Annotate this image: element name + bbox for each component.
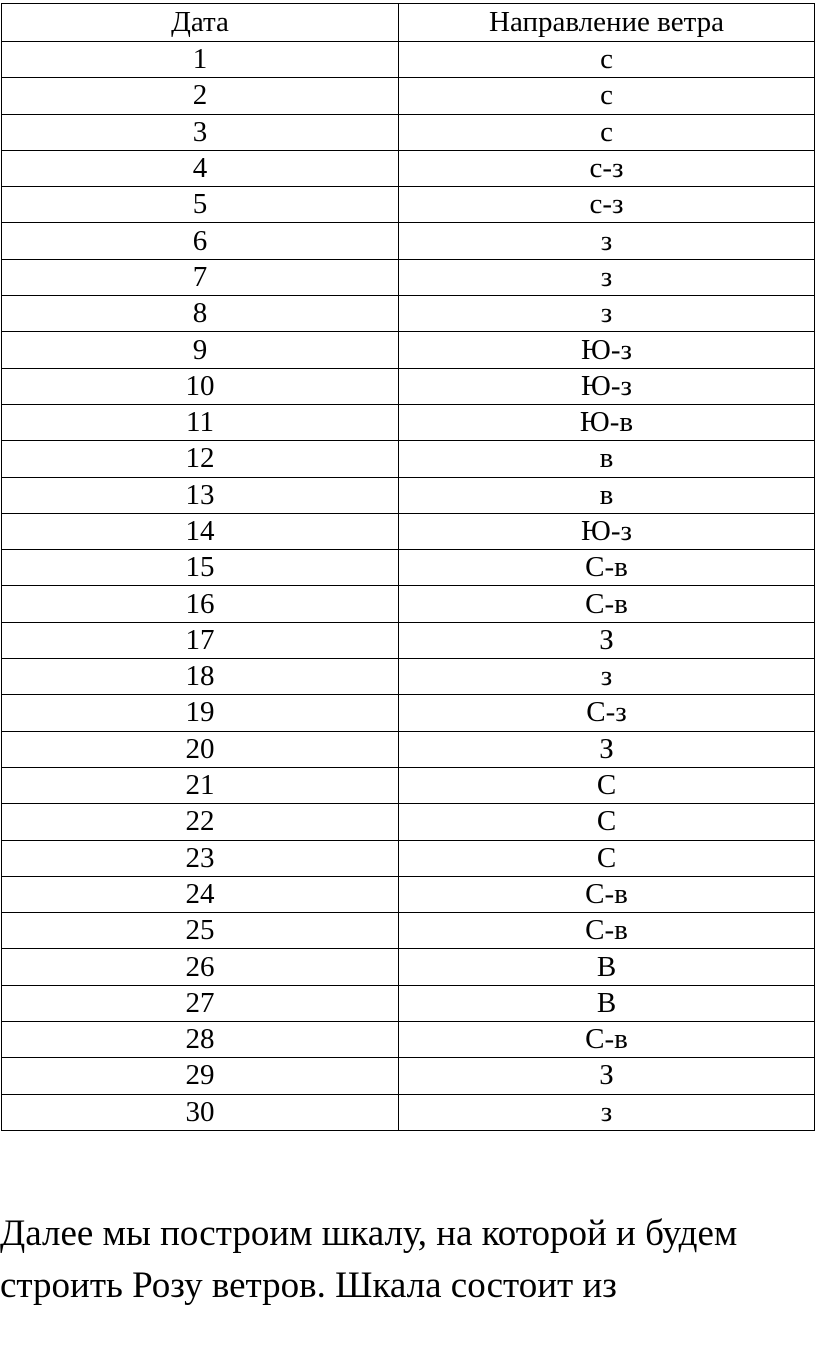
wind-direction-cell: В <box>399 949 815 985</box>
wind-direction-cell: з <box>399 1094 815 1130</box>
body-paragraph <box>0 1208 816 1312</box>
date-cell: 25 <box>2 913 399 949</box>
table-row <box>2 695 815 731</box>
date-cell: 19 <box>2 695 399 731</box>
table-row <box>2 259 815 295</box>
date-cell: 24 <box>2 876 399 912</box>
date-cell: 10 <box>2 368 399 404</box>
date-cell: 7 <box>2 259 399 295</box>
wind-direction-cell: с <box>399 78 815 114</box>
date-cell: 23 <box>2 840 399 876</box>
table-row <box>2 1094 815 1130</box>
table-row <box>2 187 815 223</box>
wind-direction-cell: З <box>399 731 815 767</box>
date-cell: 13 <box>2 477 399 513</box>
date-cell: 8 <box>2 296 399 332</box>
table-header-row <box>2 4 815 42</box>
wind-direction-cell: з <box>399 223 815 259</box>
wind-direction-table <box>1 3 815 1131</box>
date-cell: 30 <box>2 1094 399 1130</box>
wind-direction-cell: Ю-з <box>399 368 815 404</box>
date-cell: 18 <box>2 659 399 695</box>
table-row <box>2 804 815 840</box>
date-cell: 22 <box>2 804 399 840</box>
wind-direction-cell: З <box>399 622 815 658</box>
table-body <box>2 42 815 1131</box>
wind-direction-cell: С-в <box>399 1022 815 1058</box>
date-cell: 2 <box>2 78 399 114</box>
table-row <box>2 659 815 695</box>
table-row <box>2 731 815 767</box>
paragraph-line: строить Розу ветров. Шкала состоит из <box>0 1265 617 1306</box>
date-cell: 20 <box>2 731 399 767</box>
table-row <box>2 1058 815 1094</box>
table-row <box>2 223 815 259</box>
table-row <box>2 622 815 658</box>
wind-direction-cell: С <box>399 767 815 803</box>
table-row <box>2 368 815 404</box>
wind-direction-cell: в <box>399 477 815 513</box>
wind-direction-cell: С <box>399 840 815 876</box>
table-row <box>2 985 815 1021</box>
table-row <box>2 586 815 622</box>
wind-direction-cell: з <box>399 296 815 332</box>
date-cell: 21 <box>2 767 399 803</box>
table-row <box>2 42 815 78</box>
table-row <box>2 1022 815 1058</box>
date-cell: 14 <box>2 513 399 549</box>
table-row <box>2 876 815 912</box>
table-row <box>2 949 815 985</box>
table-row <box>2 114 815 150</box>
wind-direction-cell: Ю-з <box>399 513 815 549</box>
table-row <box>2 404 815 440</box>
date-cell: 28 <box>2 1022 399 1058</box>
date-cell: 1 <box>2 42 399 78</box>
table-row <box>2 441 815 477</box>
wind-direction-cell: С-в <box>399 550 815 586</box>
table-row <box>2 513 815 549</box>
date-cell: 17 <box>2 622 399 658</box>
wind-direction-cell: С-в <box>399 913 815 949</box>
table-row <box>2 150 815 186</box>
wind-direction-cell: з <box>399 259 815 295</box>
wind-direction-cell: с <box>399 114 815 150</box>
table-row <box>2 296 815 332</box>
date-cell: 3 <box>2 114 399 150</box>
wind-direction-cell: З <box>399 1058 815 1094</box>
wind-direction-cell: с <box>399 42 815 78</box>
column-header-wind-direction: Направление ветра <box>399 4 815 42</box>
table-row <box>2 550 815 586</box>
wind-direction-cell: В <box>399 985 815 1021</box>
table-row <box>2 332 815 368</box>
date-cell: 5 <box>2 187 399 223</box>
date-cell: 6 <box>2 223 399 259</box>
wind-direction-cell: С <box>399 804 815 840</box>
wind-direction-cell: С-з <box>399 695 815 731</box>
table-row <box>2 477 815 513</box>
table-row <box>2 840 815 876</box>
table-row <box>2 78 815 114</box>
table-row <box>2 913 815 949</box>
wind-direction-cell: с-з <box>399 150 815 186</box>
date-cell: 26 <box>2 949 399 985</box>
wind-direction-cell: С-в <box>399 586 815 622</box>
date-cell: 11 <box>2 404 399 440</box>
date-cell: 4 <box>2 150 399 186</box>
wind-direction-cell: с-з <box>399 187 815 223</box>
date-cell: 15 <box>2 550 399 586</box>
date-cell: 27 <box>2 985 399 1021</box>
date-cell: 29 <box>2 1058 399 1094</box>
wind-direction-cell: з <box>399 659 815 695</box>
paragraph-line: Далее мы построим шкалу, на которой и будем <box>0 1213 738 1254</box>
wind-direction-cell: в <box>399 441 815 477</box>
date-cell: 9 <box>2 332 399 368</box>
date-cell: 16 <box>2 586 399 622</box>
date-cell: 12 <box>2 441 399 477</box>
column-header-date: Дата <box>2 4 399 42</box>
wind-direction-cell: Ю-з <box>399 332 815 368</box>
wind-direction-cell: Ю-в <box>399 404 815 440</box>
table-row <box>2 767 815 803</box>
wind-direction-cell: С-в <box>399 876 815 912</box>
